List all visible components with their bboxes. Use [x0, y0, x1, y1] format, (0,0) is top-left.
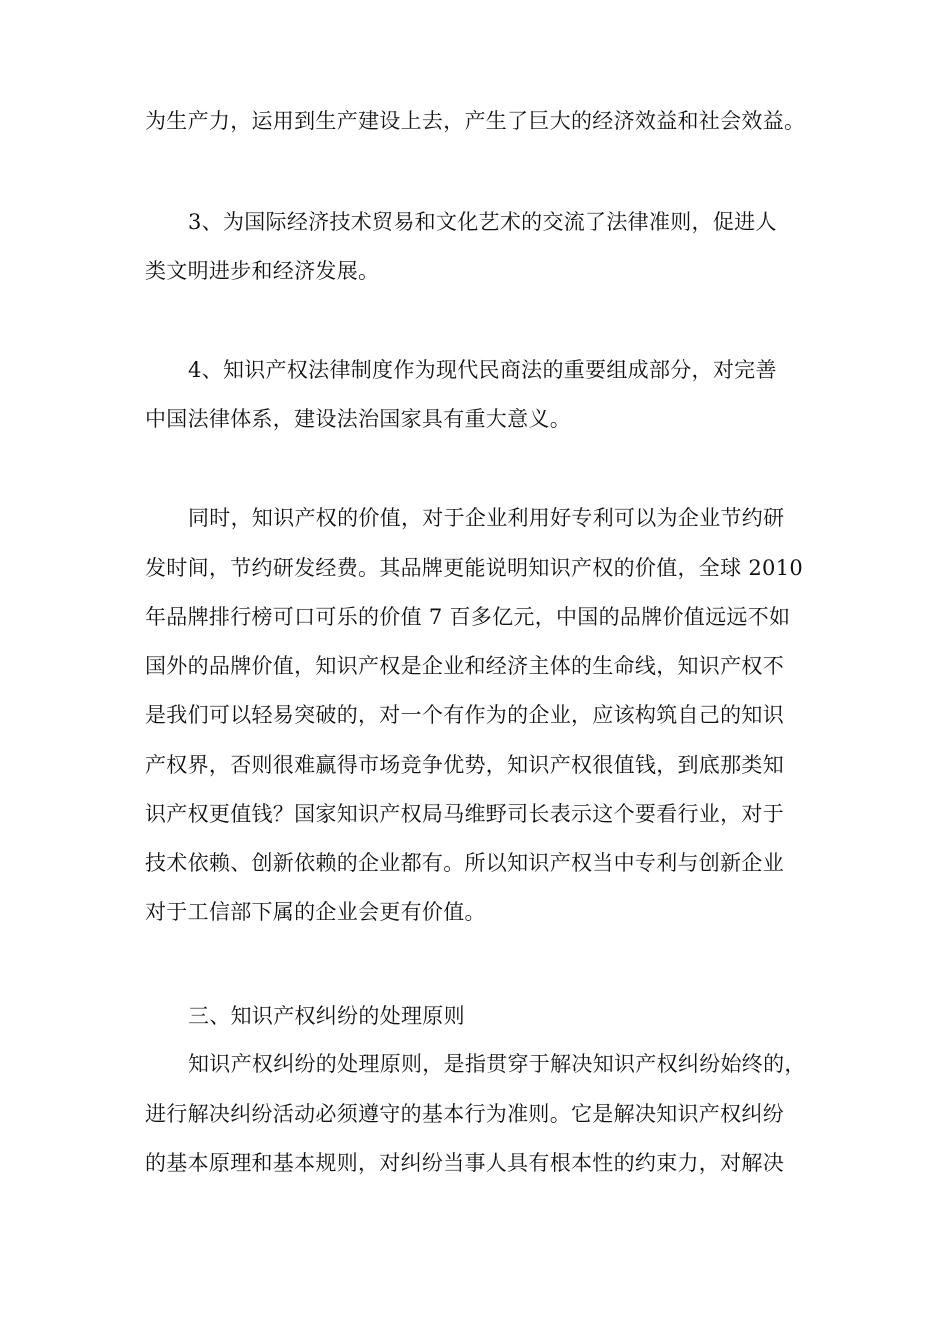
paragraph-line: 的基本原理和基本规则，对纠纷当事人具有根本性的约束力，对解决: [145, 1151, 784, 1175]
paragraph-line: 3、为国际经济技术贸易和文化艺术的交流了法律准则，促进人: [188, 210, 777, 234]
paragraph-line: 国外的品牌价值，知识产权是企业和经济主体的生命线，知识产权不: [145, 654, 784, 678]
paragraph-line: 类文明进步和经济发展。: [145, 259, 380, 283]
paragraph-line: 4、知识产权法律制度作为现代民商法的重要组成部分，对完善: [188, 358, 777, 382]
paragraph-line: 发时间，节约研发经费。其品牌更能说明知识产权的价值，全球 2010: [145, 556, 804, 580]
paragraph-line: 年品牌排行榜可口可乐的价值 7 百多亿元，中国的品牌价值远远不如: [145, 605, 791, 629]
paragraph-line: 是我们可以轻易突破的，对一个有作为的企业，应该构筑自己的知识: [145, 703, 784, 727]
paragraph-line: 产权界，否则很难赢得市场竞争优势，知识产权很值钱，到底那类知: [145, 753, 784, 777]
paragraph-line: 技术依赖、创新依赖的企业都有。所以知识产权当中专利与创新企业: [145, 851, 784, 875]
paragraph-line: 中国法律体系，建设法治国家具有重大意义。: [145, 407, 571, 431]
section-heading: 三、知识产权纠纷的处理原则: [188, 1004, 465, 1028]
paragraph-line: 进行解决纠纷活动必须遵守的基本行为准则。它是解决知识产权纠纷: [145, 1102, 784, 1126]
paragraph-line: 为生产力，运用到生产建设上去，产生了巨大的经济效益和社会效益。: [145, 109, 806, 133]
paragraph-line: 知识产权纠纷的处理原则，是指贯穿于解决知识产权纠纷始终的，: [188, 1052, 806, 1076]
paragraph-line: 识产权更值钱？国家知识产权局马维野司长表示这个要看行业，对于: [145, 802, 784, 826]
paragraph-line: 同时，知识产权的价值，对于企业利用好专利可以为企业节约研: [188, 506, 785, 530]
paragraph-line: 对于工信部下属的企业会更有价值。: [145, 900, 486, 924]
